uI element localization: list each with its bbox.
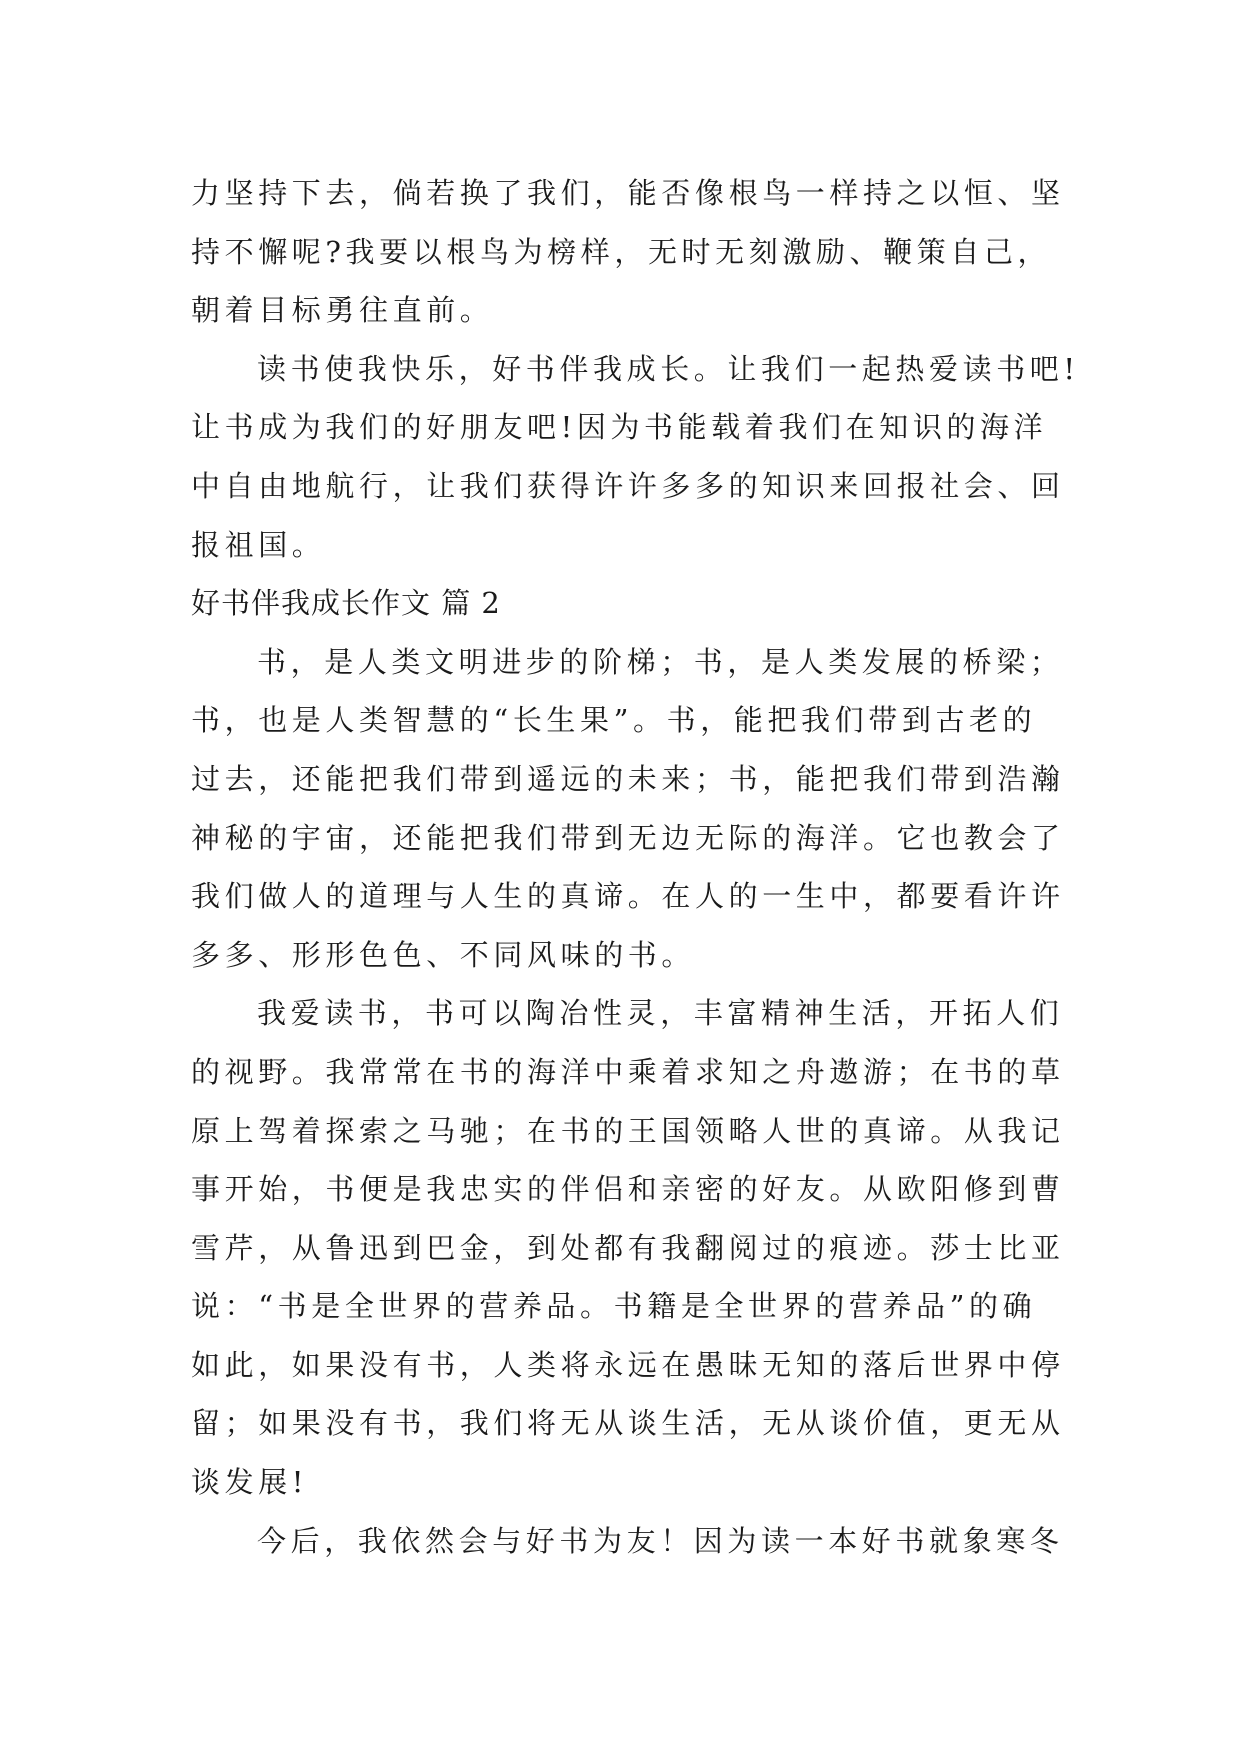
- text-line: 多多、形形色色、不同风味的书。: [191, 937, 696, 972]
- paragraph-love-reading: [191, 984, 1065, 1511]
- paragraph-future: [191, 1512, 1064, 1571]
- document-body: [191, 164, 1080, 1570]
- text-line: 读书使我快乐，好书伴我成长。让我们一起热爱读书吧!: [257, 351, 1080, 386]
- text-line: 中自由地航行，让我们获得许许多多的知识来回报社会、回: [191, 468, 1065, 503]
- text-line: 我们做人的道理与人生的真谛。在人的一生中，都要看许许: [191, 879, 1065, 914]
- text-line: 力坚持下去，倘若换了我们，能否像根鸟一样持之以恒、坚: [191, 176, 1065, 210]
- section-heading: 好书伴我成长作文 篇 2: [191, 586, 501, 621]
- text-line: 书，是人类文明进步的阶梯；书，是人类发展的桥梁；: [257, 644, 1064, 679]
- text-line: 书，也是人类智慧的“长生果”。书，能把我们带到古老的: [191, 703, 1037, 738]
- text-line: 说：“书是全世界的营养品。书籍是全世界的营养品”的确: [191, 1289, 1037, 1324]
- text-line: 原上驾着探索之马驰；在书的王国领略人世的真谛。从我记: [191, 1113, 1065, 1148]
- text-line: 神秘的宇宙，还能把我们带到无边无际的海洋。它也教会了: [191, 820, 1065, 855]
- text-line: 留；如果没有书，我们将无从谈生活，无从谈价值，更无从: [191, 1406, 1065, 1441]
- text-line: 谈发展!: [191, 1465, 309, 1500]
- text-line: 今后，我依然会与好书为友！因为读一本好书就象寒冬: [257, 1523, 1064, 1558]
- paragraph-continued: [191, 164, 1065, 340]
- text-line: 朝着目标勇往直前。: [191, 293, 494, 328]
- text-line: 让书成为我们的好朋友吧!因为书能载着我们在知识的海洋: [191, 410, 1048, 445]
- text-line: 雪芹，从鲁迅到巴金，到处都有我翻阅过的痕迹。莎士比亚: [191, 1230, 1065, 1265]
- text-line: 事开始，书便是我忠实的伴侣和亲密的好友。从欧阳修到曹: [191, 1172, 1065, 1207]
- text-line: 过去，还能把我们带到遥远的未来；书，能把我们带到浩瀚: [191, 761, 1065, 796]
- text-line: 报祖国。: [191, 527, 326, 562]
- paragraph-book-ladder: [191, 633, 1065, 985]
- text-line: 如此，如果没有书，人类将永远在愚昧无知的落后世界中停: [191, 1347, 1065, 1382]
- text-line: 持不懈呢?我要以根鸟为榜样，无时无刻激励、鞭策自己，: [191, 234, 1052, 269]
- text-line: 我爱读书，书可以陶冶性灵，丰富精神生活，开拓人们: [257, 996, 1064, 1031]
- text-line: 的视野。我常常在书的海洋中乘着求知之舟遨游；在书的草: [191, 1054, 1065, 1089]
- paragraph-reading-joy: [191, 340, 1080, 574]
